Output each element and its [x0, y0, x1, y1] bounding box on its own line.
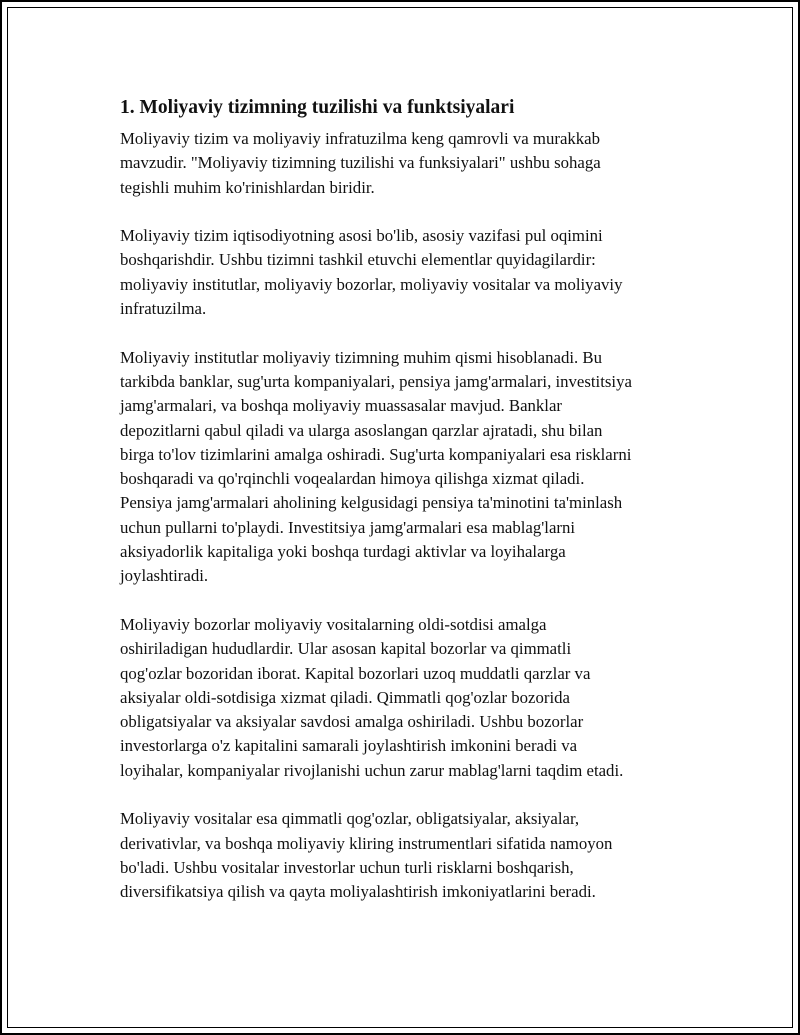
text-line: Moliyaviy vositalar esa qimmatli qog'ozlar, obligatsiyalar, aksiyalar, [120, 809, 580, 829]
paragraph-financial-institutions [120, 346, 700, 589]
text-line: uchun pullarni to'playdi. Investitsiya jamg'armalari esa mablag'larni [120, 517, 576, 537]
paragraph-financial-markets [120, 613, 700, 783]
text-line: jamg'armalari, va boshqa moliyaviy muassasalar mavjud. Banklar [120, 396, 563, 416]
text-line: Moliyaviy bozorlar moliyaviy vositalarning oldi-sotdisi amalga [120, 614, 547, 634]
text-line: tegishli muhim ko'rinishlardan biridir. [120, 177, 375, 197]
text-line: depozitlarni qabul qiladi va ularga asoslangan qarzlar ajratadi, shu bilan [120, 420, 603, 440]
text-line: Moliyaviy tizim va moliyaviy infratuzilma keng qamrovli va murakkab [120, 129, 601, 148]
paragraph-financial-instruments [120, 807, 700, 904]
text-line: infratuzilma. [120, 299, 207, 319]
text-line: qog'ozlar bozoridan iborat. Kapital bozorlari uzoq muddatli qarzlar va [120, 663, 591, 683]
text-line: moliyaviy institutlar, moliyaviy bozorlar, moliyaviy vositalar va moliyaviy [120, 274, 623, 294]
text-line: aksiyalar oldi-sotdisiga xizmat qiladi. Qimmatli qog'ozlar bozorida [120, 687, 570, 707]
text-line: obligatsiyalar va aksiyalar savdosi amalga oshiriladi. Ushbu bozorlar [120, 712, 584, 732]
text-line: joylashtiradi. [120, 566, 209, 586]
paragraph-intro [120, 127, 700, 200]
document-title: 1. Moliyaviy tizimning tuzilishi va funktsiyalari [120, 97, 515, 118]
text-line: Pensiya jamg'armalari aholining kelgusidagi pensiya ta'minotini ta'minlash [120, 493, 623, 513]
text-line: derivativlar, va boshqa moliyaviy kliring instrumentlari sifatida namoyon [120, 833, 613, 853]
text-line: boshqaradi va qo'rqinchli voqealardan himoya qilishga xizmat qiladi. [120, 469, 585, 489]
text-line: Moliyaviy tizim iqtisodiyotning asosi bo'lib, asosiy vazifasi pul oqimini [120, 226, 603, 246]
text-line: Moliyaviy institutlar moliyaviy tizimning muhim qismi hisoblanadi. Bu [120, 347, 602, 367]
text-line: birga to'lov tizimlarini amalga oshiradi. Sug'urta kompaniyalari esa risklarni [120, 444, 632, 464]
text-line: boshqarishdir. Ushbu tizimni tashkil etuvchi elementlar quyidagilardir: [120, 250, 596, 270]
text-line: tarkibda banklar, sug'urta kompaniyalari, pensiya jamg'armalari, investitsiya [120, 371, 632, 391]
text-line: investorlarga o'z kapitalini samarali joylashtirish imkonini beradi va [120, 736, 578, 756]
document-body [120, 94, 700, 905]
text-line: bo'ladi. Ushbu vositalar investorlar uchun turli risklarni boshqarish, [120, 857, 574, 877]
text-line: mavzudir. "Moliyaviy tizimning tuzilishi va funksiyalari" ushbu sohaga [120, 153, 601, 173]
text-line: aksiyadorlik kapitaliga yoki boshqa turdagi aktivlar va loyihalarga [120, 542, 566, 562]
text-line: diversifikatsiya qilish va qayta moliyalashtirish imkoniyatlarini beradi. [120, 882, 596, 902]
text-line: loyihalar, kompaniyalar rivojlanishi uchun zarur mablag'larni taqdim etadi. [120, 760, 624, 780]
paragraph-system-elements [120, 224, 700, 321]
text-line: oshiriladigan hududlardir. Ular asosan kapital bozorlar va qimmatli [120, 639, 572, 659]
